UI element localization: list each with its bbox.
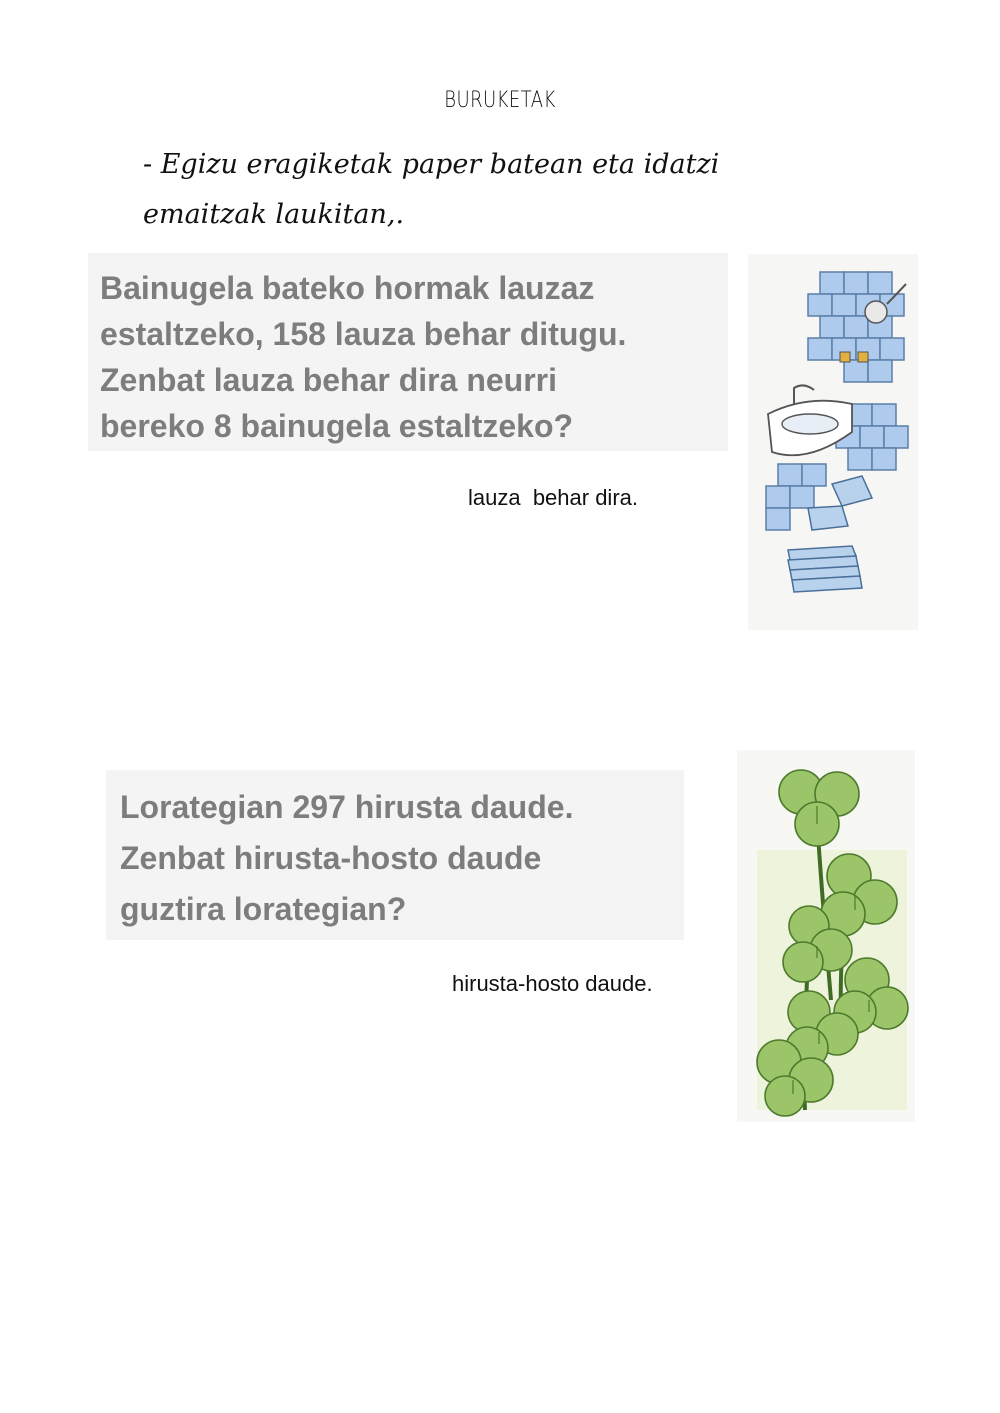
instruction-line: emaitzak laukitan,. <box>143 199 405 230</box>
clover-illustration <box>737 750 915 1122</box>
problem-2-text <box>106 770 684 940</box>
problem-line: Lorategian 297 hirusta daude. <box>120 789 574 825</box>
problem-2-answer-text: hirusta-hosto daude. <box>452 971 653 996</box>
problem-line: Zenbat hirusta-hosto daude <box>120 840 542 876</box>
problem-line: Zenbat lauza behar dira neurri <box>100 362 557 398</box>
instruction-line: - Egizu eragiketak paper batean eta idatzi <box>143 149 720 180</box>
problem-line: Bainugela bateko hormak lauzaz <box>100 270 595 306</box>
problem-line: guztira lorategian? <box>120 891 407 927</box>
bathroom-tiles-illustration <box>748 254 918 630</box>
page-title: BURUKETAK <box>444 88 556 113</box>
problem-line: bereko 8 bainugela estaltzeko? <box>100 408 574 444</box>
instruction-text <box>143 140 803 240</box>
problem-1-answer-text: lauza behar dira. <box>468 485 638 510</box>
problem-line: estaltzeko, 158 lauza behar ditugu. <box>100 316 627 352</box>
problem-1-text <box>88 253 728 451</box>
